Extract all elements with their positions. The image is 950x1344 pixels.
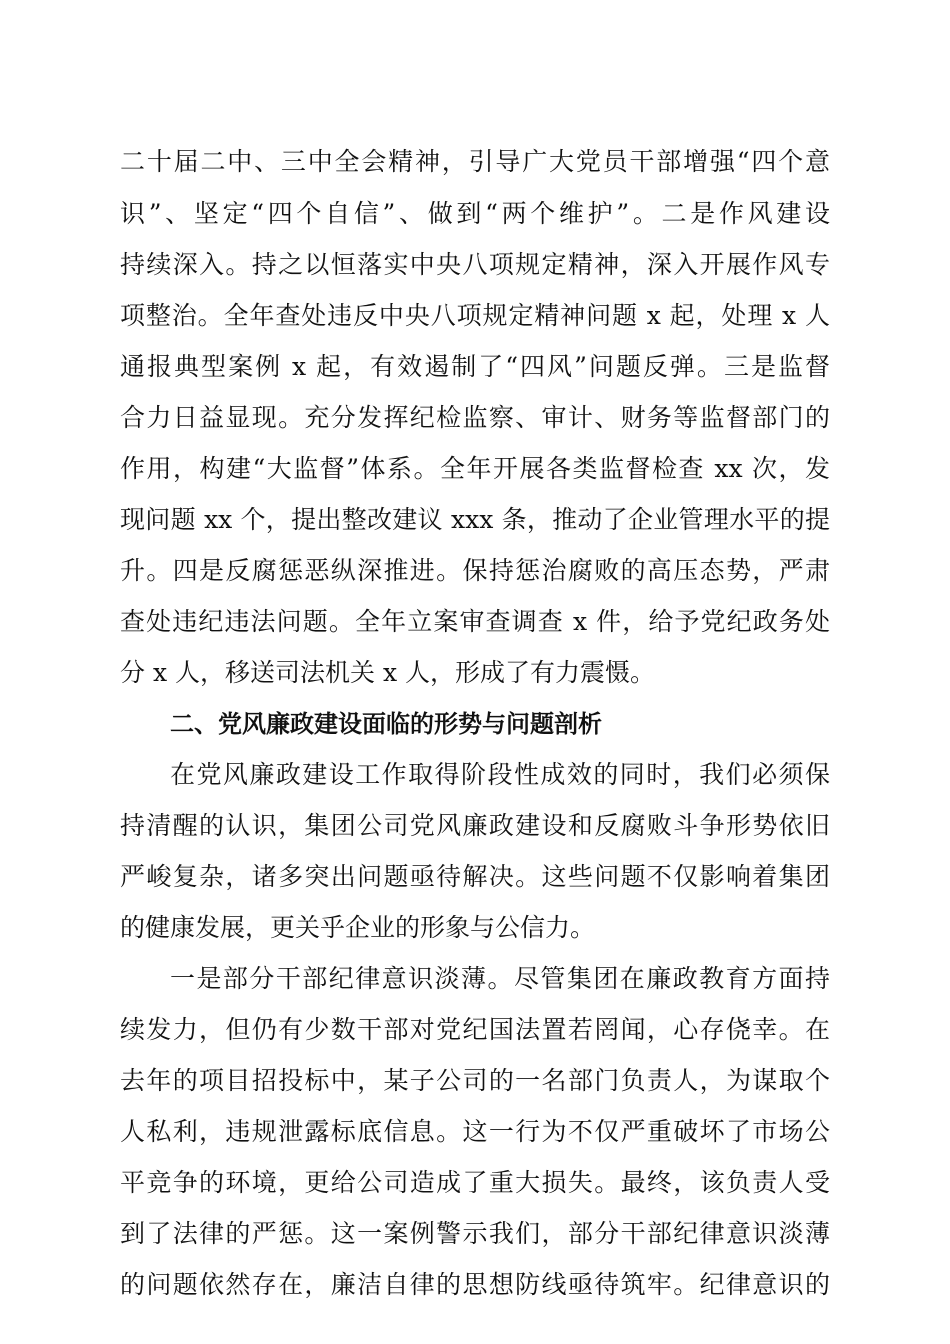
- body-line: 升。四是反腐惩恶纵深推进。保持惩治腐败的高压态势，严肃: [120, 556, 830, 585]
- body-line: 作用，构建“大监督”体系。全年开展各类监督检查 xx 次，发: [120, 454, 830, 483]
- body-line: 分 x 人，移送司法机关 x 人，形成了有力震慑。: [120, 658, 655, 687]
- body-line: 人私利，违规泄露标底信息。这一行为不仅严重破坏了市场公: [120, 1117, 830, 1146]
- paragraph-first-line: 一是部分干部纪律意识淡薄。尽管集团在廉政教育方面持: [170, 964, 830, 993]
- body-line: 查处违纪违法问题。全年立案审查调查 x 件，给予党纪政务处: [120, 607, 830, 636]
- body-line: 到了法律的严惩。这一案例警示我们，部分干部纪律意识淡薄: [120, 1219, 830, 1248]
- body-line: 合力日益显现。充分发挥纪检监察、审计、财务等监督部门的: [120, 403, 830, 432]
- body-line: 去年的项目招投标中，某子公司的一名部门负责人，为谋取个: [120, 1066, 830, 1095]
- body-line: 持续深入。持之以恒落实中央八项规定精神，深入开展作风专: [120, 250, 830, 279]
- section-heading: 二、党风廉政建设面临的形势与问题剖析: [170, 710, 602, 738]
- body-line: 识”、坚定“四个自信”、做到“两个维护”。二是作风建设: [120, 199, 830, 228]
- body-line: 平竞争的环境，更给公司造成了重大损失。最终，该负责人受: [120, 1168, 830, 1197]
- body-line: 严峻复杂，诸多突出问题亟待解决。这些问题不仅影响着集团: [120, 862, 830, 891]
- body-line: 二十届二中、三中全会精神，引导广大党员干部增强“四个意: [120, 147, 830, 176]
- body-line: 续发力，但仍有少数干部对党纪国法置若罔闻，心存侥幸。在: [120, 1015, 830, 1044]
- body-line: 的健康发展，更关乎企业的形象与公信力。: [120, 913, 596, 942]
- body-line: 的问题依然存在，廉洁自律的思想防线亟待筑牢。纪律意识的: [120, 1270, 830, 1299]
- paragraph-first-line: 在党风廉政建设工作取得阶段性成效的同时，我们必须保: [170, 760, 830, 789]
- body-line: 通报典型案例 x 起，有效遏制了“四风”问题反弹。三是监督: [120, 352, 830, 381]
- body-line: 项整治。全年查处违反中央八项规定精神问题 x 起，处理 x 人: [120, 301, 830, 330]
- body-line: 持清醒的认识，集团公司党风廉政建设和反腐败斗争形势依旧: [120, 811, 830, 840]
- body-line: 现问题 xx 个，提出整改建议 xxx 条，推动了企业管理水平的提: [120, 505, 830, 534]
